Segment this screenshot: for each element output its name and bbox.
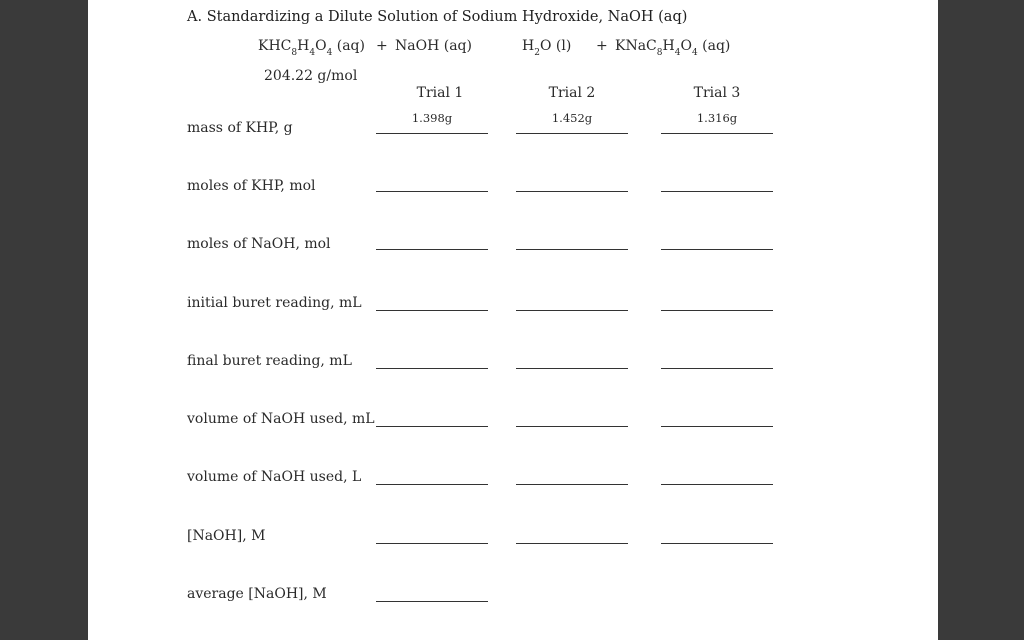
row-label-moles-khp: moles of KHP, mol xyxy=(187,178,316,194)
equation-reactant-khp: $KHC_8H_4O_4$ (aq) xyxy=(258,38,365,58)
equation-product-water: $H_2O$ (l) xyxy=(522,38,572,58)
row-label-final-buret: final buret reading, mL xyxy=(187,353,352,369)
answer-blank-volume-ml-trial-3[interactable] xyxy=(661,426,773,427)
answer-blank-moles-naoh-trial-2[interactable] xyxy=(516,249,628,250)
value-mass-khp-trial-1[interactable]: 1.398g xyxy=(411,111,453,125)
trial-3-header: Trial 3 xyxy=(693,85,741,101)
answer-blank-final-buret-trial-2[interactable] xyxy=(516,368,628,369)
equation-plus-1: + xyxy=(376,38,388,54)
answer-blank-naoh-molarity-trial-1[interactable] xyxy=(376,543,488,544)
equation-plus-2: + xyxy=(596,38,608,54)
row-label-naoh-molarity: [NaOH], M xyxy=(187,528,266,544)
answer-blank-naoh-molarity-trial-3[interactable] xyxy=(661,543,773,544)
answer-blank-volume-l-trial-1[interactable] xyxy=(376,484,488,485)
answer-blank-average-naoh[interactable] xyxy=(376,601,488,602)
trial-2-header: Trial 2 xyxy=(548,85,596,101)
answer-blank-moles-khp-trial-1[interactable] xyxy=(376,191,488,192)
blank-line xyxy=(516,133,628,134)
answer-blank-volume-ml-trial-2[interactable] xyxy=(516,426,628,427)
trial-1-header: Trial 1 xyxy=(416,85,464,101)
row-label-mass-khp: mass of KHP, g xyxy=(187,120,293,136)
answer-blank-naoh-molarity-trial-2[interactable] xyxy=(516,543,628,544)
value-mass-khp-trial-2[interactable]: 1.452g xyxy=(551,111,593,125)
value-mass-khp-trial-3[interactable]: 1.316g xyxy=(696,111,738,125)
answer-blank-moles-khp-trial-2[interactable] xyxy=(516,191,628,192)
section-heading: A. Standardizing a Dilute Solution of Sodium Hydroxide, NaOH (aq) xyxy=(187,9,688,25)
answer-blank-moles-naoh-trial-3[interactable] xyxy=(661,249,773,250)
answer-blank-final-buret-trial-1[interactable] xyxy=(376,368,488,369)
row-label-moles-naoh: moles of NaOH, mol xyxy=(187,236,331,252)
row-label-volume-ml: volume of NaOH used, mL xyxy=(187,411,375,427)
worksheet-page xyxy=(88,0,938,640)
row-label-initial-buret: initial buret reading, mL xyxy=(187,295,362,311)
answer-blank-volume-ml-trial-1[interactable] xyxy=(376,426,488,427)
row-label-volume-l: volume of NaOH used, L xyxy=(187,469,362,485)
answer-blank-initial-buret-trial-2[interactable] xyxy=(516,310,628,311)
molar-mass: 204.22 g/mol xyxy=(264,68,358,84)
blank-line xyxy=(376,133,488,134)
equation-reactant-naoh: NaOH (aq) xyxy=(395,38,472,54)
answer-blank-initial-buret-trial-3[interactable] xyxy=(661,310,773,311)
answer-blank-initial-buret-trial-1[interactable] xyxy=(376,310,488,311)
answer-blank-final-buret-trial-3[interactable] xyxy=(661,368,773,369)
equation-product-salt: $KNaC_8H_4O_4$ (aq) xyxy=(615,38,731,58)
answer-blank-moles-naoh-trial-1[interactable] xyxy=(376,249,488,250)
row-label-average-naoh: average [NaOH], M xyxy=(187,586,327,602)
blank-line xyxy=(661,133,773,134)
answer-blank-volume-l-trial-3[interactable] xyxy=(661,484,773,485)
answer-blank-moles-khp-trial-3[interactable] xyxy=(661,191,773,192)
answer-blank-volume-l-trial-2[interactable] xyxy=(516,484,628,485)
